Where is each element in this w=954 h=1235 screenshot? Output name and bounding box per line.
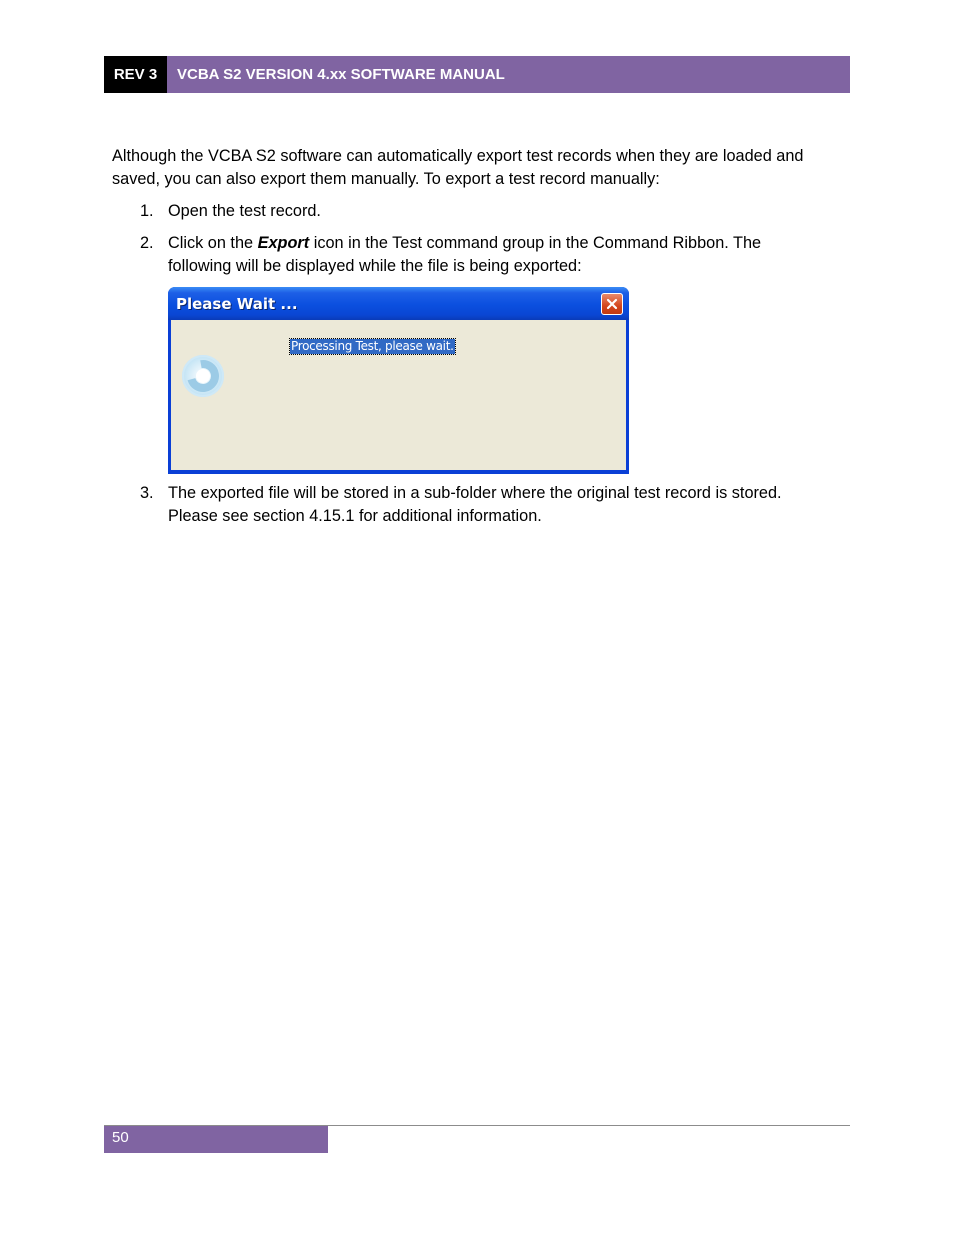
step-text: Open the test record.: [168, 202, 321, 220]
step-text-line: The exported file will be stored in a sub-folder where the original test record is stored.: [168, 484, 782, 502]
step-number: 1.: [140, 202, 154, 220]
please-wait-dialog: [168, 287, 629, 474]
header-title: VCBA S2 VERSION 4.xx SOFTWARE MANUAL: [167, 56, 850, 93]
close-icon: [606, 298, 618, 310]
dialog-title: Please Wait ...: [176, 295, 298, 313]
step-text-part: icon in the Test command group in the Command Ribbon. The: [309, 234, 762, 252]
processing-message: Processing Test, please wait.: [291, 339, 454, 353]
step-text: [168, 482, 848, 528]
step-text: [168, 232, 848, 278]
step-text-line: following will be displayed while the file is being exported:: [168, 257, 582, 275]
step-number: 3.: [140, 484, 154, 502]
intro-paragraph: [112, 145, 852, 191]
step-number: 2.: [140, 234, 154, 252]
step-text-part: Click on the: [168, 234, 258, 252]
intro-line: saved, you can also export them manually. To export a test record manually:: [112, 170, 660, 188]
page-number: 50: [104, 1126, 328, 1153]
loading-spinner-icon: [181, 354, 225, 398]
close-button[interactable]: [601, 293, 623, 315]
dialog-titlebar[interactable]: [168, 287, 629, 320]
dialog-client-area: [171, 320, 626, 470]
header-rev-badge: REV 3: [104, 56, 167, 93]
step-text-line: Please see section 4.15.1 for additional information.: [168, 507, 542, 525]
intro-line: Although the VCBA S2 software can automatically export test records when they are loaded and: [112, 147, 804, 165]
export-keyword: Export: [257, 234, 310, 252]
